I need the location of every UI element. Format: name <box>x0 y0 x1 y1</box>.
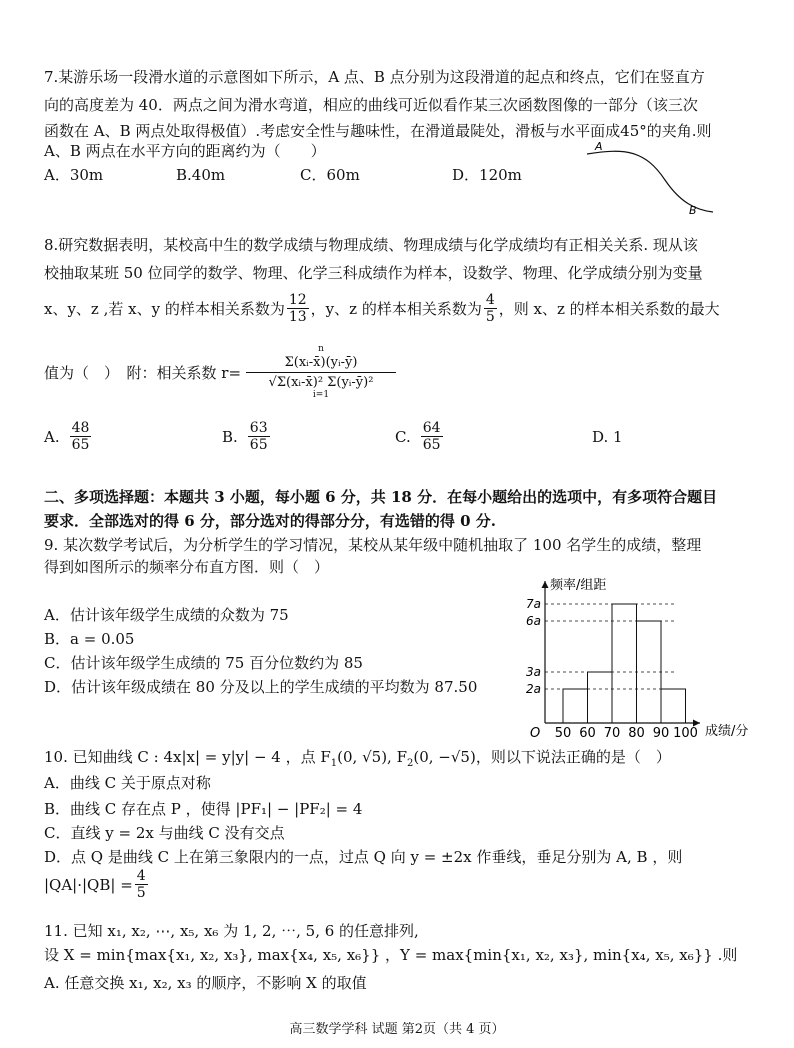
histogram-bar <box>661 689 686 723</box>
x-axis-label: 成绩/分 <box>705 724 749 739</box>
q8-frac1: $\frac{12}{13}$ <box>288 291 307 325</box>
q8-line3-a: x、y、z ,若 x、y 的样本相关系数为 <box>44 299 285 318</box>
q11-option-a: A. 任意交换 x₁, x₂, x₃ 的顺序，不影响 X 的取值 <box>44 974 367 992</box>
slide-curve-figure <box>585 140 715 220</box>
q7-option-a: A．30m <box>44 166 104 184</box>
q10-option-c: C．直线 y = 2x 与曲线 C 没有交点 <box>44 824 285 842</box>
x-tick-label: 60 <box>579 726 596 741</box>
q8-option-c: C. $\frac{64}{65}$ <box>395 420 441 453</box>
x-tick-label: 80 <box>628 726 645 741</box>
q10-option-d: D．点 Q 是曲线 C 上在第三象限内的一点，过点 Q 向 y = ±2x 作垂线，垂足分别为 A, B ，则 <box>44 848 683 866</box>
page-footer: 高三数学学科 试题 第2页（共 4 页） <box>289 1022 505 1037</box>
formula-sum-index: i=1 <box>312 390 330 400</box>
q9-line2: 得到如图所示的频率分布直方图．则（ ） <box>44 558 330 576</box>
q8-line2: 校抽取某班 50 位同学的数学、物理、化学三科成绩作为样本，设数学、物理、化学成绩分别为变量 <box>44 264 703 282</box>
q8-line3 <box>44 286 720 330</box>
q8-line3-c: ，则 x、z 的样本相关系数的最大 <box>498 299 720 318</box>
q8-option-d: D. 1 <box>592 428 623 446</box>
q9-option-a: A．估计该年级学生成绩的众数为 75 <box>44 606 289 624</box>
formula-numerator: Σ(xᵢ-x̄)(yᵢ-ȳ) <box>284 355 358 370</box>
y-axis-label: 频率/组距 <box>550 578 607 593</box>
q7-option-b: B.40m <box>176 166 226 184</box>
q10-line1: 10. 已知曲线 C : 4x|x| = y|y| − 4 ，点 $F_1(0$, √5), $F_2(0$, −√5)，则以下说法正确的是（ ） <box>44 748 671 769</box>
q11-line2: 设 X = min{max{x₁, x₂, x₃}, max{x₄, x₅, x₆}} ，Y = max{min{x₁, x₂, x₃}, min{x₄, x₅, x₆}} .则 <box>44 946 738 964</box>
formula-denominator: √Σ(xᵢ-x̄)² Σ(yᵢ-ȳ)² <box>268 375 374 390</box>
q9-option-b: B．a = 0.05 <box>44 630 135 648</box>
q7-option-c: C．60m <box>300 166 360 184</box>
formula-sum-top: n <box>318 344 324 354</box>
q10-option-b: B．曲线 C 存在点 P ，使得 |PF₁| − |PF₂| = 4 <box>44 800 363 818</box>
q9-line1: 9. 某次数学考试后，为分析学生的学习情况，某校从某年级中随机抽取了 100 名学生的成绩，整理 <box>44 536 702 554</box>
q10-option-d-tail: |QA|·|QB| = $\frac{4}{5}$ <box>44 868 146 901</box>
q9-option-c: C．估计该年级学生成绩的 75 百分位数约为 85 <box>44 654 363 672</box>
y-tick-label: 2a <box>526 682 541 696</box>
x-tick-label: 90 <box>652 726 670 741</box>
q7-line4: A、B 两点在水平方向的距离约为（ ） <box>44 142 326 160</box>
origin-label: O <box>530 726 541 741</box>
x-tick-label: 70 <box>603 726 621 741</box>
q8-line3-b: ，y、z 的样本相关系数为 <box>310 299 482 318</box>
histogram-bar <box>563 689 588 723</box>
q7-line1: 7.某游乐场一段滑水道的示意图如下所示，A 点、B 点分别为这段滑道的起点和终点，它们在竖直方 <box>44 68 705 86</box>
section2-line2: 要求．全部选对的得 6 分，部分选对的得部分分，有选错的得 0 分. <box>44 512 496 530</box>
label-a: A <box>595 140 603 153</box>
frequency-histogram <box>520 575 770 745</box>
histogram-bar <box>612 604 637 723</box>
q10-option-a: A．曲线 C 关于原点对称 <box>44 774 211 792</box>
y-tick-label: 3a <box>526 665 541 679</box>
label-b: B <box>689 204 697 217</box>
x-tick-label: 50 <box>554 726 572 741</box>
section2-line1: 二、多项选择题：本题共 3 小题，每小题 6 分，共 18 分．在每小题给出的选项中，有多项符合题目 <box>44 488 718 506</box>
q7-line2: 向的高度差为 40．两点之间为滑水弯道，相应的曲线可近似看作某三次函数图像的一部分（该三次 <box>44 96 698 114</box>
correlation-formula <box>246 340 396 400</box>
q8-line4: 值为（ ） 附：相关系数 r= <box>44 364 242 382</box>
q7-option-d: D．120m <box>452 166 522 184</box>
q8-option-a: A. $\frac{48}{65}$ <box>44 420 90 453</box>
q11-line1: 11. 已知 x₁, x₂, ⋯, x₅, x₆ 为 1, 2, ⋯, 5, 6 的任意排列, <box>44 922 419 940</box>
q7-line3: 函数在 A、B 两点处取得极值）.考虑安全性与趣味性，在滑道最陡处，滑板与水平面成45°的夹角.则 <box>44 122 712 140</box>
q9-option-d: D．估计该年级成绩在 80 分及以上的学生成绩的平均数为 87.50 <box>44 678 478 696</box>
q8-line1: 8.研究数据表明，某校高中生的数学成绩与物理成绩、物理成绩与化学成绩均有正相关关系. 现从该 <box>44 236 698 254</box>
x-tick-label: 100 <box>673 726 698 741</box>
y-tick-label: 6a <box>526 614 541 628</box>
q8-frac2: $\frac{4}{5}$ <box>485 291 495 325</box>
slide-curve <box>587 151 713 212</box>
histogram-bar <box>588 672 613 723</box>
y-tick-label: 7a <box>526 597 541 611</box>
q8-option-b: B. $\frac{63}{65}$ <box>222 420 268 453</box>
